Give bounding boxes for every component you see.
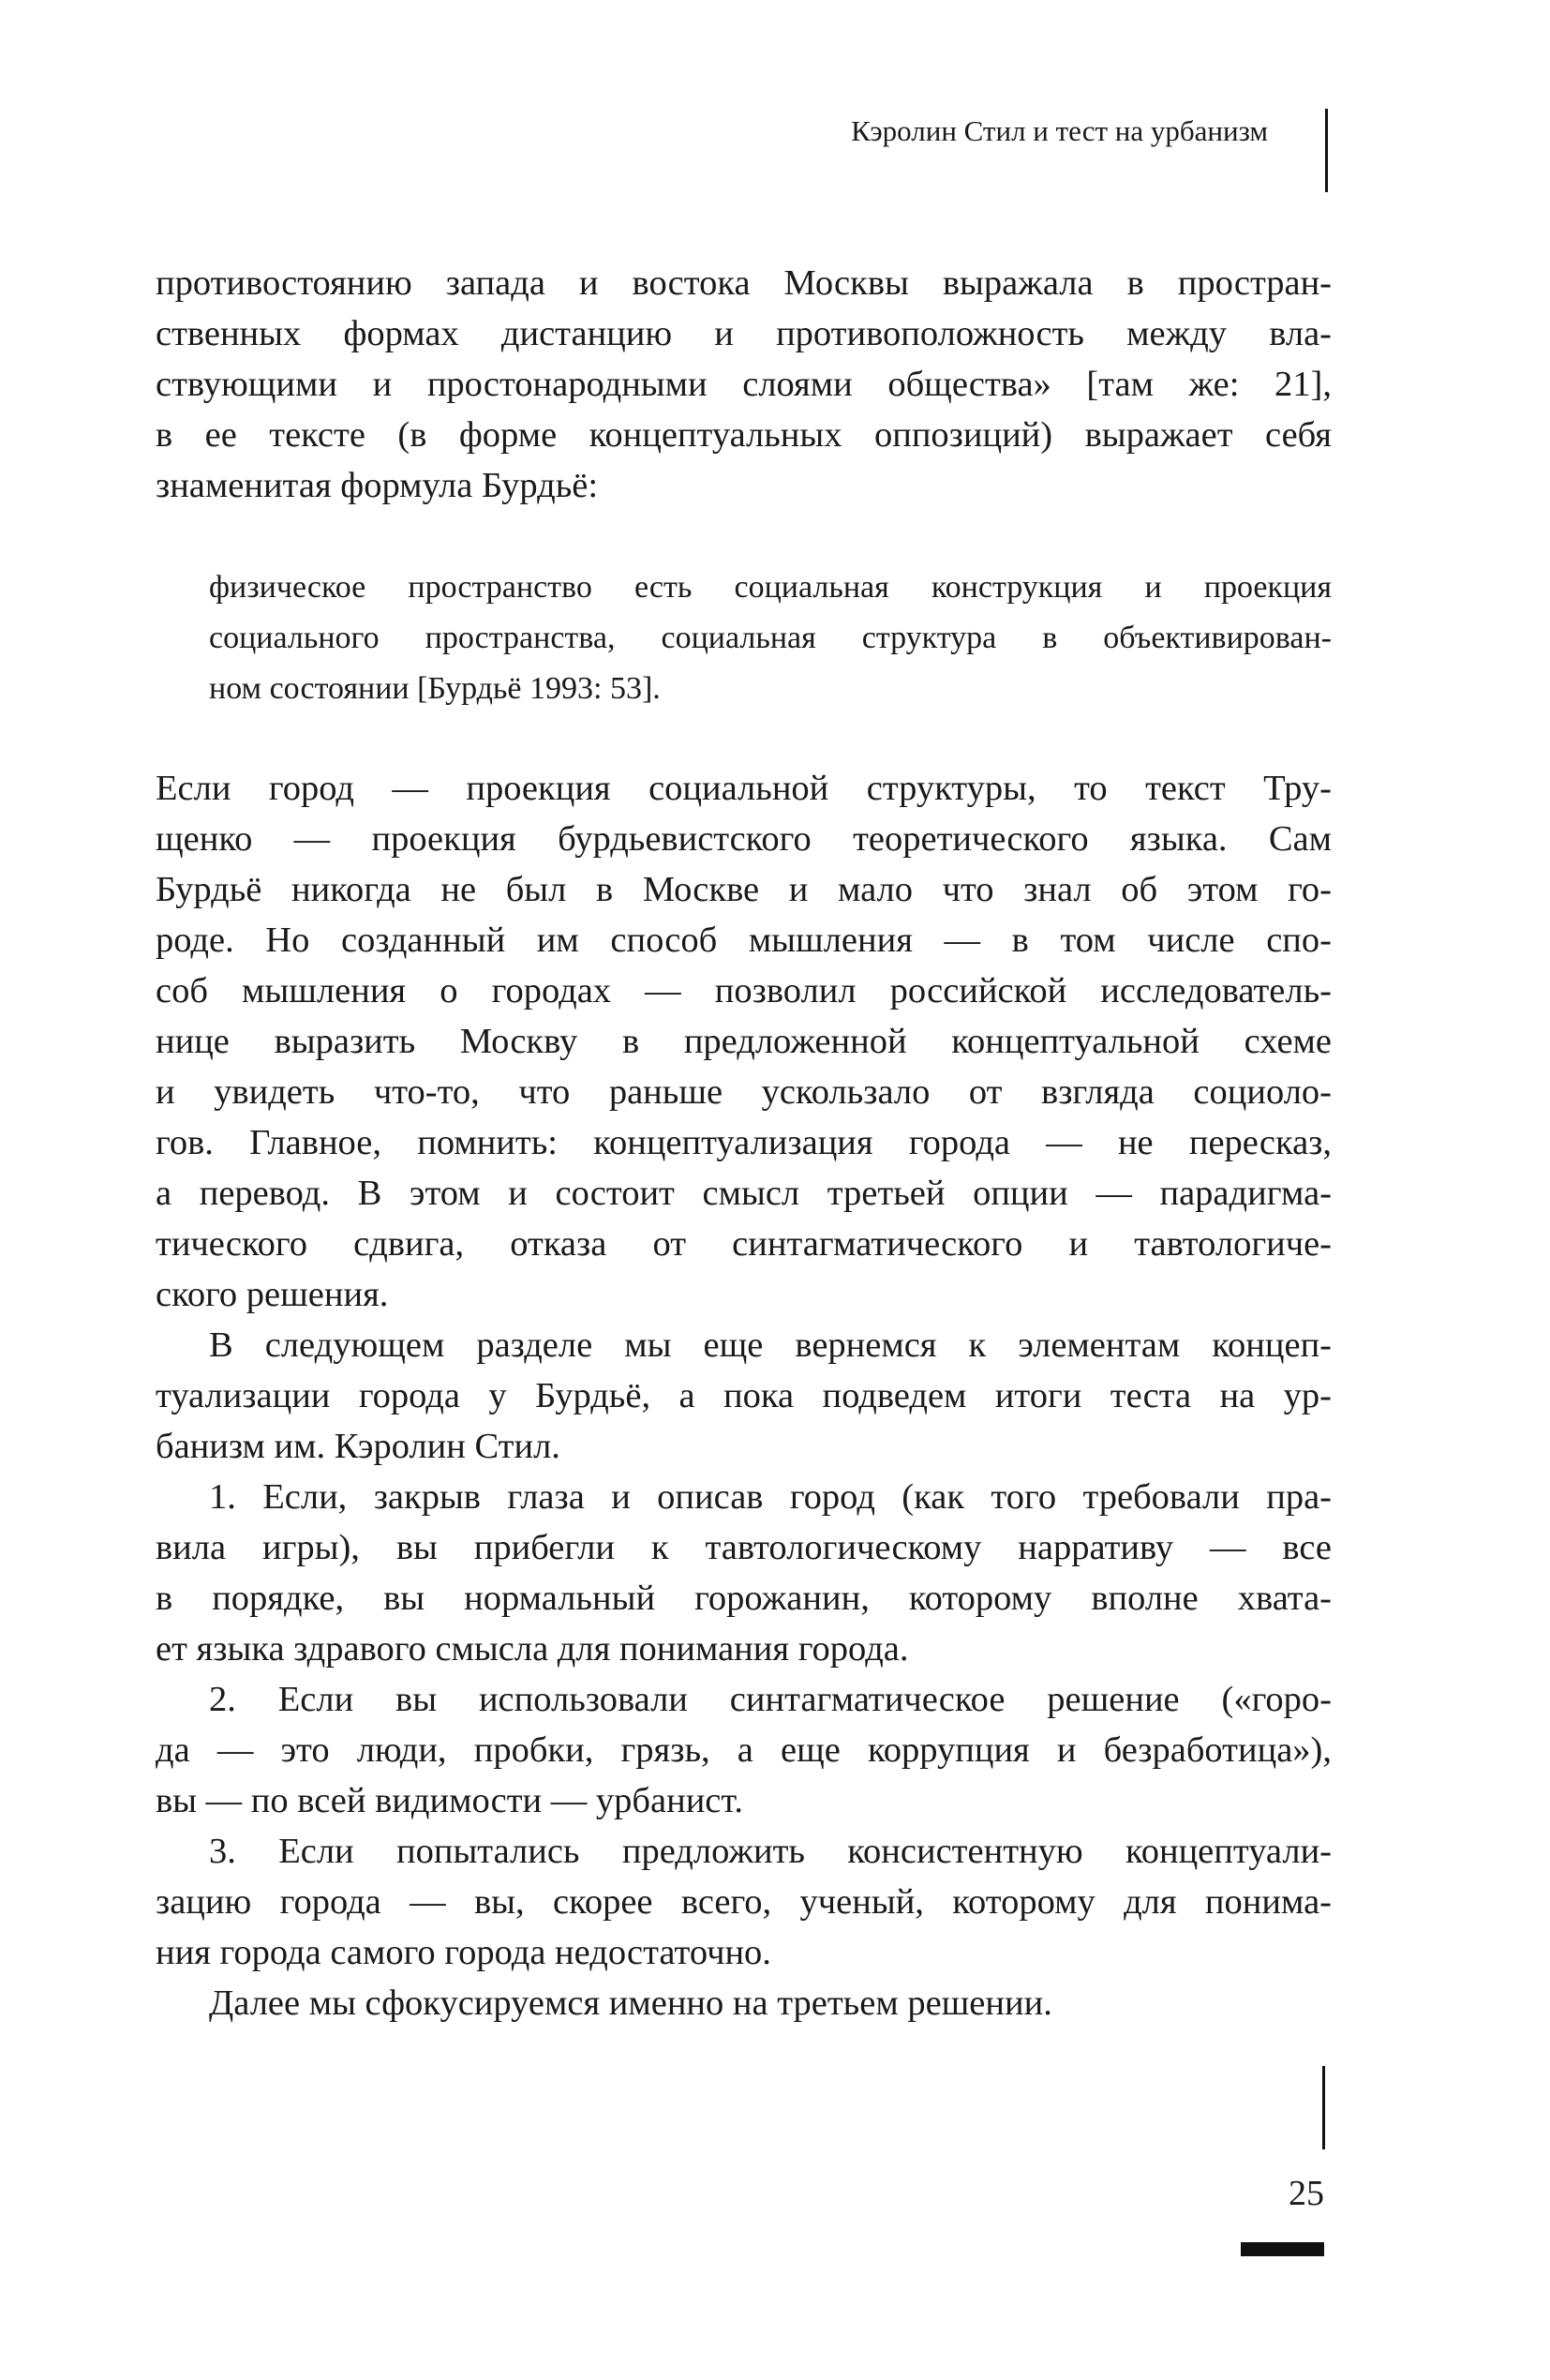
block-quote bbox=[209, 562, 1332, 714]
text-line: ния города самого города недостаточно. bbox=[156, 1933, 771, 1972]
text-line: ственных формах дистанцию и противоположность между вла- bbox=[156, 314, 1332, 353]
page-number-bar bbox=[1241, 2242, 1324, 2256]
quote-line: ном состоянии [Бурдьё 1993: 53]. bbox=[209, 671, 661, 706]
text-line: вы — по всей видимости — урбанист. bbox=[156, 1781, 743, 1820]
text-line: туализации города у Бурдьё, а пока подведем итоги теста на ур- bbox=[156, 1376, 1332, 1415]
text-line: нице выразить Москву в предложенной концептуальной схеме bbox=[156, 1022, 1332, 1061]
text-line: Далее мы сфокусируемся именно на третьем решении. bbox=[209, 1983, 1052, 2023]
text-line: роде. Но созданный им способ мышления — в том числе спо- bbox=[156, 921, 1332, 960]
running-head: Кэролин Стил и тест на урбанизм bbox=[851, 114, 1268, 147]
text-line: Бурдьё никогда не был в Москве и мало что знал об этом го- bbox=[156, 870, 1332, 909]
text-line: гов. Главное, помнить: концептуализация города — не пересказ, bbox=[156, 1123, 1332, 1162]
text-line: 2. Если вы использовали синтагматическое решение («горо- bbox=[209, 1680, 1332, 1719]
text-line: а перевод. В этом и состоит смысл третьей опции — парадигма- bbox=[156, 1174, 1332, 1213]
quote-line: социального пространства, социальная структура в объективирован- bbox=[209, 621, 1332, 655]
text-line: щенко — проекция бурдьевистского теоретического языка. Сам bbox=[156, 819, 1332, 859]
text-line: ского решения. bbox=[156, 1275, 389, 1314]
text-line: 3. Если попытались предложить консистентную концептуали- bbox=[209, 1832, 1332, 1871]
header-vertical-rule bbox=[1325, 109, 1328, 192]
text-line: тического сдвига, отказа от синтагматического и тавтологиче- bbox=[156, 1224, 1332, 1264]
main-text bbox=[156, 763, 1332, 2028]
text-line: вила игры), вы прибегли к тавтологическому нарративу — все bbox=[156, 1528, 1332, 1567]
text-line: соб мышления о городах — позволил российской исследователь- bbox=[156, 971, 1332, 1010]
text-line: 1. Если, закрыв глаза и описав город (как того требовали пра- bbox=[209, 1477, 1332, 1517]
text-line: противостоянию запада и востока Москвы выражала в простран- bbox=[156, 263, 1332, 303]
text-line: Если город — проекция социальной структуры, то текст Тру- bbox=[156, 769, 1332, 808]
intro-paragraph bbox=[156, 258, 1332, 511]
page-number: 25 bbox=[1289, 2174, 1324, 2213]
text-line: ствующими и простонародными слоями общества» [там же: 21], bbox=[156, 365, 1332, 404]
text-line: зацию города — вы, скорее всего, ученый, которому для понима- bbox=[156, 1882, 1332, 1922]
text-line: да — это люди, пробки, грязь, а еще коррупция и безработица»), bbox=[156, 1730, 1332, 1770]
quote-line: физическое пространство есть социальная конструкция и проекция bbox=[209, 570, 1332, 605]
text-line: в порядке, вы нормальный горожанин, которому вполне хвата- bbox=[156, 1579, 1332, 1618]
text-line: и увидеть что-то, что раньше ускользало от взгляда социоло- bbox=[156, 1072, 1332, 1112]
footer-vertical-rule bbox=[1322, 2066, 1325, 2149]
text-line: в ее тексте (в форме концептуальных оппозиций) выражает себя bbox=[156, 415, 1332, 455]
text-line: банизм им. Кэролин Стил. bbox=[156, 1427, 560, 1466]
text-line: В следующем разделе мы еще вернемся к элементам концеп- bbox=[209, 1325, 1332, 1365]
text-line: ет языка здравого смысла для понимания города. bbox=[156, 1629, 909, 1669]
text-line: знаменитая формула Бурдьё: bbox=[156, 466, 599, 505]
